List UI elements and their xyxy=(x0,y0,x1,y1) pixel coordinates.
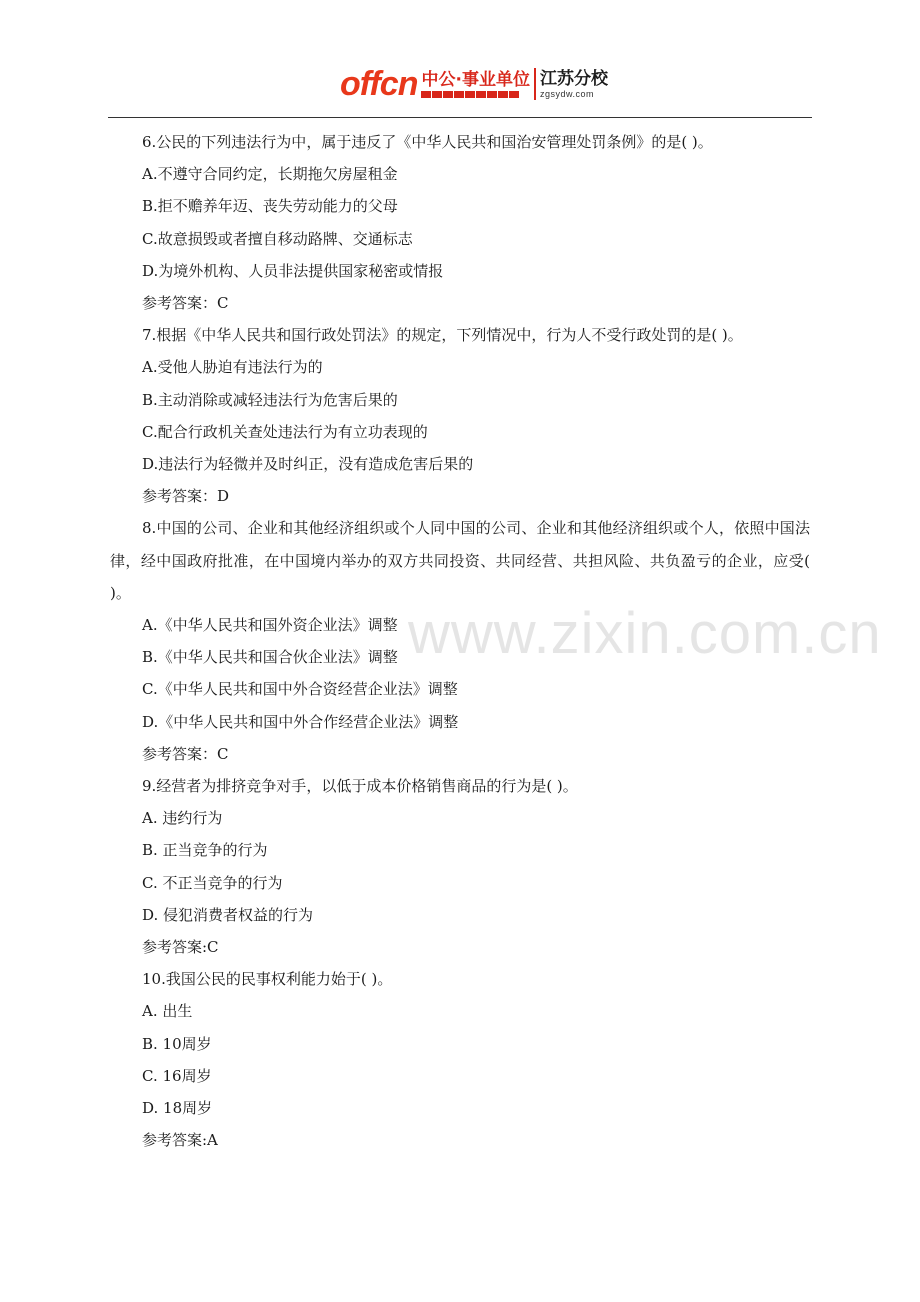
option-b: B. 10周岁 xyxy=(142,1034,212,1053)
option-c: C.配合行政机关查处违法行为有立功表现的 xyxy=(142,422,428,441)
page-header xyxy=(0,0,920,118)
offcn-logo xyxy=(340,64,608,104)
option-d: D.违法行为轻微并及时纠正，没有造成危害后果的 xyxy=(142,455,474,474)
question-9 xyxy=(110,770,810,963)
question-10 xyxy=(110,963,810,1156)
question-7 xyxy=(110,319,810,512)
option-a: A.受他人胁迫有违法行为的 xyxy=(142,358,323,377)
answer: 参考答案:C xyxy=(142,938,219,957)
logo-mid xyxy=(421,70,529,98)
option-a: A. 违约行为 xyxy=(142,809,223,828)
question-8 xyxy=(110,512,810,770)
option-c: C. 16周岁 xyxy=(142,1066,212,1085)
logo-slogan-strip xyxy=(421,91,529,98)
question-list xyxy=(110,126,810,1157)
question-stem: 9.经营者为排挤竞争对手，以低于成本价格销售商品的行为是( )。 xyxy=(142,777,578,796)
answer: 参考答案：C xyxy=(142,294,229,313)
question-stem: 8.中国的公司、企业和其他经济组织或个人同中国的公司、企业和其他经济组织或个人，依照中国法律，经中国政府批准，在中国境内举办的双方共同投资、共同经营、共担风险、共负盈亏的企业，应受( )。 xyxy=(110,519,810,602)
logo-separator xyxy=(534,68,536,100)
option-d: D.为境外机构、人员非法提供国家秘密或情报 xyxy=(142,261,444,280)
option-a: A.不遵守合同约定，长期拖欠房屋租金 xyxy=(142,165,398,184)
watermark: www.zixin.com.cn xyxy=(408,601,882,666)
option-c: C.《中华人民共和国中外合资经营企业法》调整 xyxy=(142,680,458,699)
option-b: B. 正当竞争的行为 xyxy=(142,841,268,860)
question-stem: 7.根据《中华人民共和国行政处罚法》的规定，下列情况中，行为人不受行政处罚的是( )。 xyxy=(142,326,743,345)
question-stem: 6.公民的下列违法行为中，属于违反了《中华人民共和国治安管理处罚条例》的是( )。 xyxy=(142,133,713,151)
answer: 参考答案：D xyxy=(142,487,230,506)
option-b: B.拒不赡养年迈、丧失劳动能力的父母 xyxy=(142,197,398,216)
question-stem: 10.我国公民的民事权利能力始于( )。 xyxy=(142,970,393,989)
logo-brand: offcn xyxy=(340,65,418,103)
logo-domain: zgsydw.com xyxy=(539,88,594,99)
answer: 参考答案:A xyxy=(142,1131,218,1150)
answer: 参考答案：C xyxy=(142,744,229,763)
option-d: D. 18周岁 xyxy=(142,1099,213,1118)
option-d: D.《中华人民共和国中外合作经营企业法》调整 xyxy=(142,712,459,731)
logo-name: 中公·事业单位 xyxy=(421,70,530,90)
option-d: D. 侵犯消费者权益的行为 xyxy=(142,905,314,924)
option-b: B.《中华人民共和国合伙企业法》调整 xyxy=(142,648,398,667)
option-a: A. 出生 xyxy=(142,1002,193,1021)
logo-branch: 江苏分校 xyxy=(539,68,608,89)
header-rule xyxy=(108,117,812,118)
logo-right xyxy=(540,69,608,100)
option-c: C. 不正当竞争的行为 xyxy=(142,873,283,892)
option-b: B.主动消除或减轻违法行为危害后果的 xyxy=(142,390,398,409)
question-6 xyxy=(110,126,810,319)
option-a: A.《中华人民共和国外资企业法》调整 xyxy=(142,616,398,635)
option-c: C.故意损毁或者擅自移动路牌、交通标志 xyxy=(142,229,413,248)
